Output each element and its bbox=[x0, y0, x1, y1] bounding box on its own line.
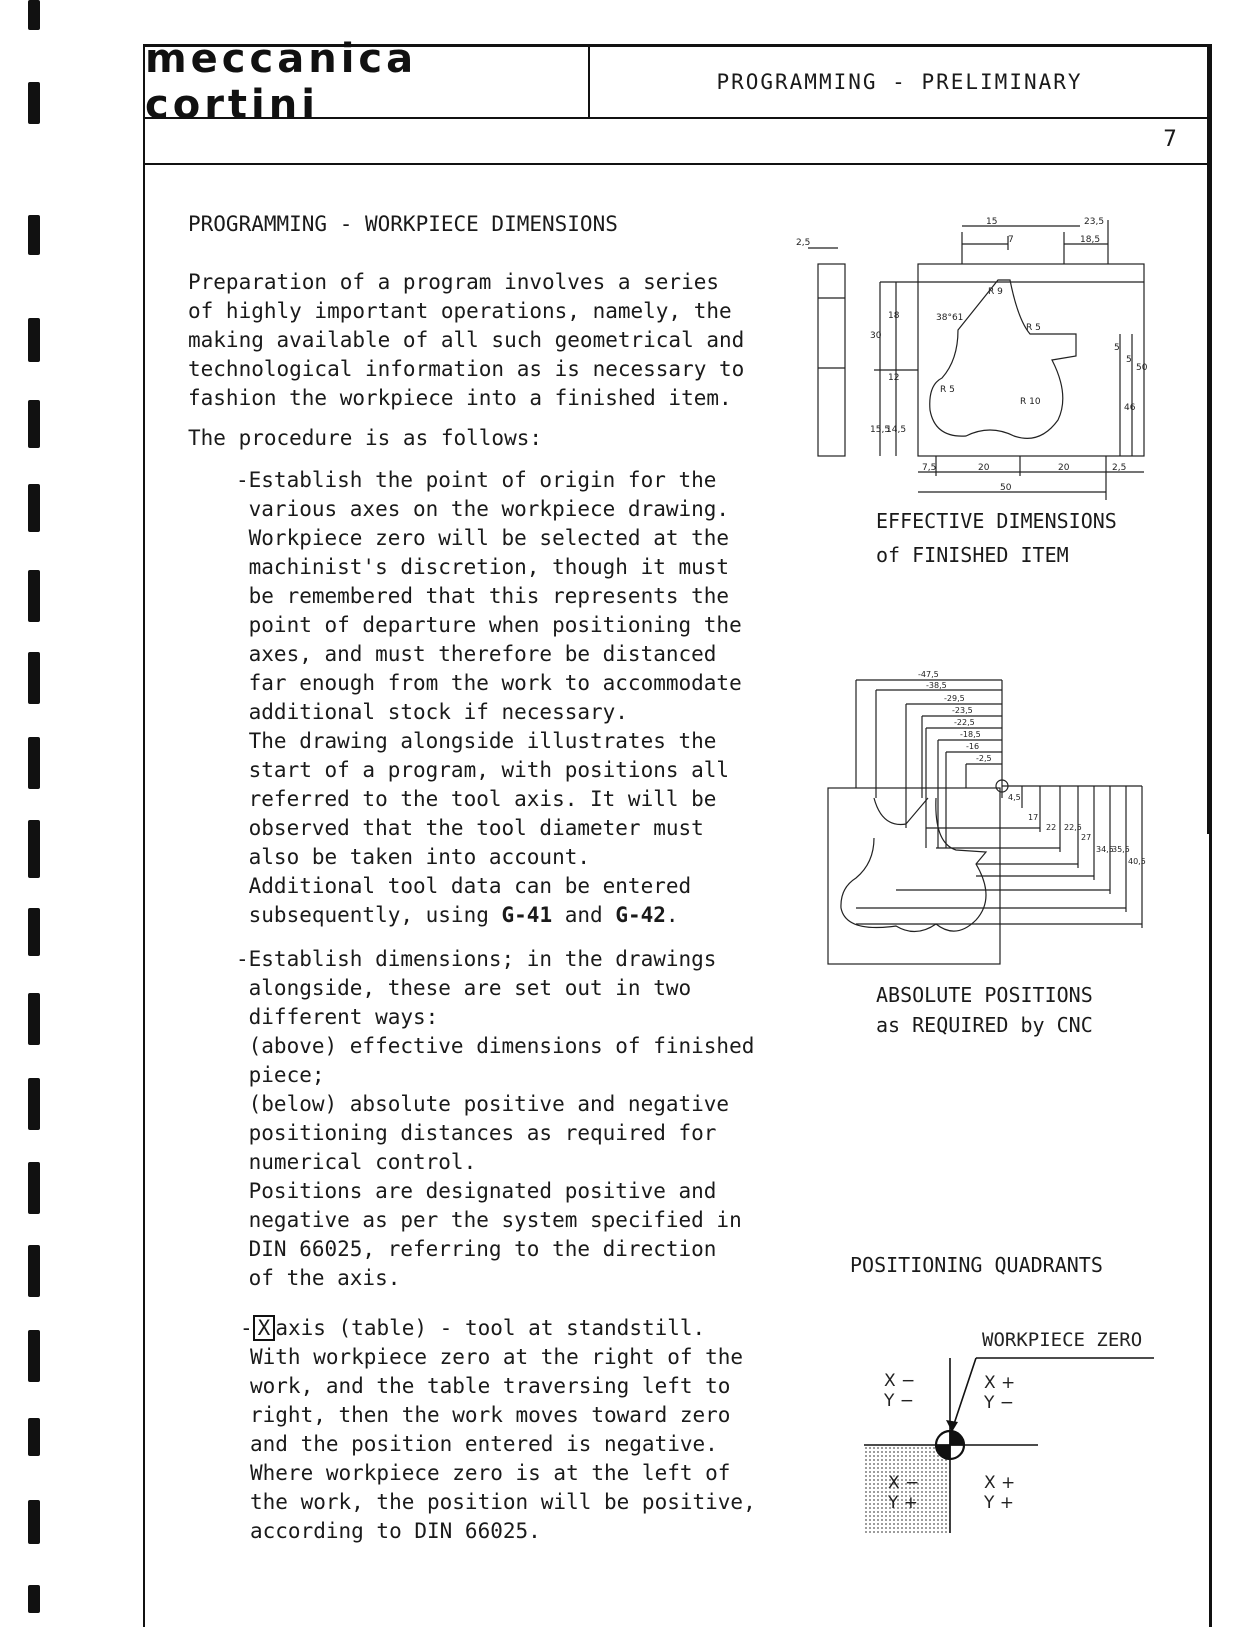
dim-label: R 5 bbox=[940, 385, 955, 395]
fig2-caption-line1: ABSOLUTE POSITIONS bbox=[876, 983, 1093, 1007]
code-g41: G-41 bbox=[501, 903, 553, 927]
dim-label: 35,5 bbox=[1112, 845, 1130, 854]
dim-label: 40,5 bbox=[1128, 857, 1146, 866]
dim-label: 14,5 bbox=[886, 425, 907, 435]
step-x-axis-body: With workpiece zero at the right of the work, and the table traversing left to right, then the work moves toward zero and the position entered is negative. Where workpiece zero is at the left of the work, the position will be positive, according to DIN 66025. bbox=[250, 1345, 756, 1543]
dim-label: -47,5 bbox=[918, 670, 939, 679]
dim-label: -38,5 bbox=[926, 681, 947, 690]
workpiece-zero-label: WORKPIECE ZERO bbox=[982, 1329, 1143, 1351]
dim-label: 15,5 bbox=[870, 425, 891, 435]
step-origin-last-line bbox=[236, 901, 679, 930]
dim-label: 17 bbox=[1028, 813, 1039, 822]
fig1-caption-line1: EFFECTIVE DIMENSIONS bbox=[876, 509, 1117, 533]
step-x-axis-first-line: - X axis (table) - tool at standstill. bbox=[240, 1316, 706, 1340]
company-logo: meccanica cortini bbox=[145, 47, 590, 117]
quadrant-label: Y − bbox=[884, 1391, 915, 1411]
dim-label: -18,5 bbox=[960, 730, 981, 739]
quadrant-label: Y + bbox=[888, 1493, 919, 1513]
positioning-quadrants-diagram bbox=[860, 1318, 1160, 1548]
procedure-intro: The procedure is as follows: bbox=[188, 426, 543, 450]
dim-label: 2,5 bbox=[796, 238, 811, 248]
fig1-caption-line2: of FINISHED ITEM bbox=[876, 543, 1069, 567]
dim-label: 12 bbox=[888, 373, 900, 383]
dim-label: R 9 bbox=[988, 287, 1003, 297]
step-origin-last-text: subsequently, using bbox=[236, 903, 502, 927]
step-dimensions: -Establish dimensions; in the drawings alongside, these are set out in two different ways: (above) effective dimensions of finished piece; (below) absolute positive and negative positioning distances as required for numerical control. Positions are designated positive and negative as per the system specified in DIN 66025, referring to the direction of the axis. bbox=[236, 947, 755, 1290]
dim-label: 30 bbox=[870, 331, 882, 341]
effective-dimensions-drawing bbox=[790, 210, 1160, 510]
dim-label: 27 bbox=[1081, 833, 1092, 842]
dim-label: 5 bbox=[1126, 355, 1132, 365]
quadrant-label: X − bbox=[888, 1473, 920, 1493]
dim-label: 20 bbox=[1058, 463, 1070, 473]
dim-label: 23,5 bbox=[1084, 217, 1105, 227]
header-divider bbox=[145, 163, 1209, 165]
dim-label: 20 bbox=[978, 463, 990, 473]
dim-label: 18 bbox=[888, 311, 900, 321]
dim-label: R 10 bbox=[1020, 397, 1041, 407]
quadrant-label: X − bbox=[884, 1371, 916, 1391]
dim-label: 2,5 bbox=[1112, 463, 1127, 473]
quadrant-label: Y − bbox=[984, 1393, 1015, 1413]
quadrant-label: Y + bbox=[984, 1493, 1015, 1513]
fig2-caption-line2: as REQUIRED by CNC bbox=[876, 1013, 1093, 1037]
dim-label: 46 bbox=[1124, 403, 1136, 413]
dim-label: 38°61 bbox=[936, 313, 964, 323]
dim-label: 22 bbox=[1046, 823, 1057, 832]
dim-label: R 5 bbox=[1026, 323, 1041, 333]
quadrant-label: X + bbox=[984, 1373, 1016, 1393]
page-number: 7 bbox=[1163, 127, 1177, 152]
quadrant-label: X + bbox=[984, 1473, 1016, 1493]
dim-label: 50 bbox=[1136, 363, 1148, 373]
dim-label: 4,5 bbox=[1008, 793, 1021, 802]
dim-label: 22,5 bbox=[1064, 823, 1082, 832]
dim-label: 7 bbox=[1008, 235, 1014, 245]
dim-label: -22,5 bbox=[954, 718, 975, 727]
dim-label: 7,5 bbox=[922, 463, 937, 473]
dim-label: 34,5 bbox=[1096, 845, 1114, 854]
and-word: and bbox=[552, 903, 616, 927]
header-title: PROGRAMMING - PRELIMINARY bbox=[716, 70, 1083, 94]
dim-label: -2,5 bbox=[976, 754, 992, 763]
dim-label: 15 bbox=[986, 217, 998, 227]
page-header bbox=[145, 36, 1209, 128]
dim-label: 50 bbox=[1000, 483, 1012, 493]
period: . bbox=[665, 903, 679, 927]
x-axis-box: X bbox=[253, 1315, 276, 1341]
absolute-positions-drawing bbox=[826, 668, 1156, 968]
step-x-axis-first-text: axis (table) - tool at standstill. bbox=[275, 1316, 706, 1340]
code-g42: G-42 bbox=[615, 903, 666, 927]
section-title: PROGRAMMING - WORKPIECE DIMENSIONS bbox=[188, 212, 618, 236]
dim-label: -23,5 bbox=[952, 706, 973, 715]
quadrants-title: POSITIONING QUADRANTS bbox=[850, 1253, 1103, 1277]
dim-label: -16 bbox=[966, 742, 980, 751]
dim-label: 5 bbox=[1114, 343, 1120, 353]
step-origin: -Establish the point of origin for the various axes on the workpiece drawing. Workpiece zero will be selected at the machinist's discretion, though it must be remembered that this represents the point of departure when positioning the axes, and must therefore be distanced far enough from the work to accommodate additional stock if necessary. The drawing alongside illustrates the start of a program, with positions all referred to the tool axis. It will be observed that the tool diameter must also be taken into account. Additional tool data can be entered bbox=[236, 468, 742, 898]
binding-marks bbox=[0, 0, 60, 1613]
dim-label: -29,5 bbox=[944, 694, 965, 703]
dim-label: 18,5 bbox=[1080, 235, 1101, 245]
intro-paragraph: Preparation of a program involves a series of highly important operations, namely, the making available of all such geometrical and technological information as is necessary to fashion the workpiece into a finished item. bbox=[188, 270, 745, 410]
